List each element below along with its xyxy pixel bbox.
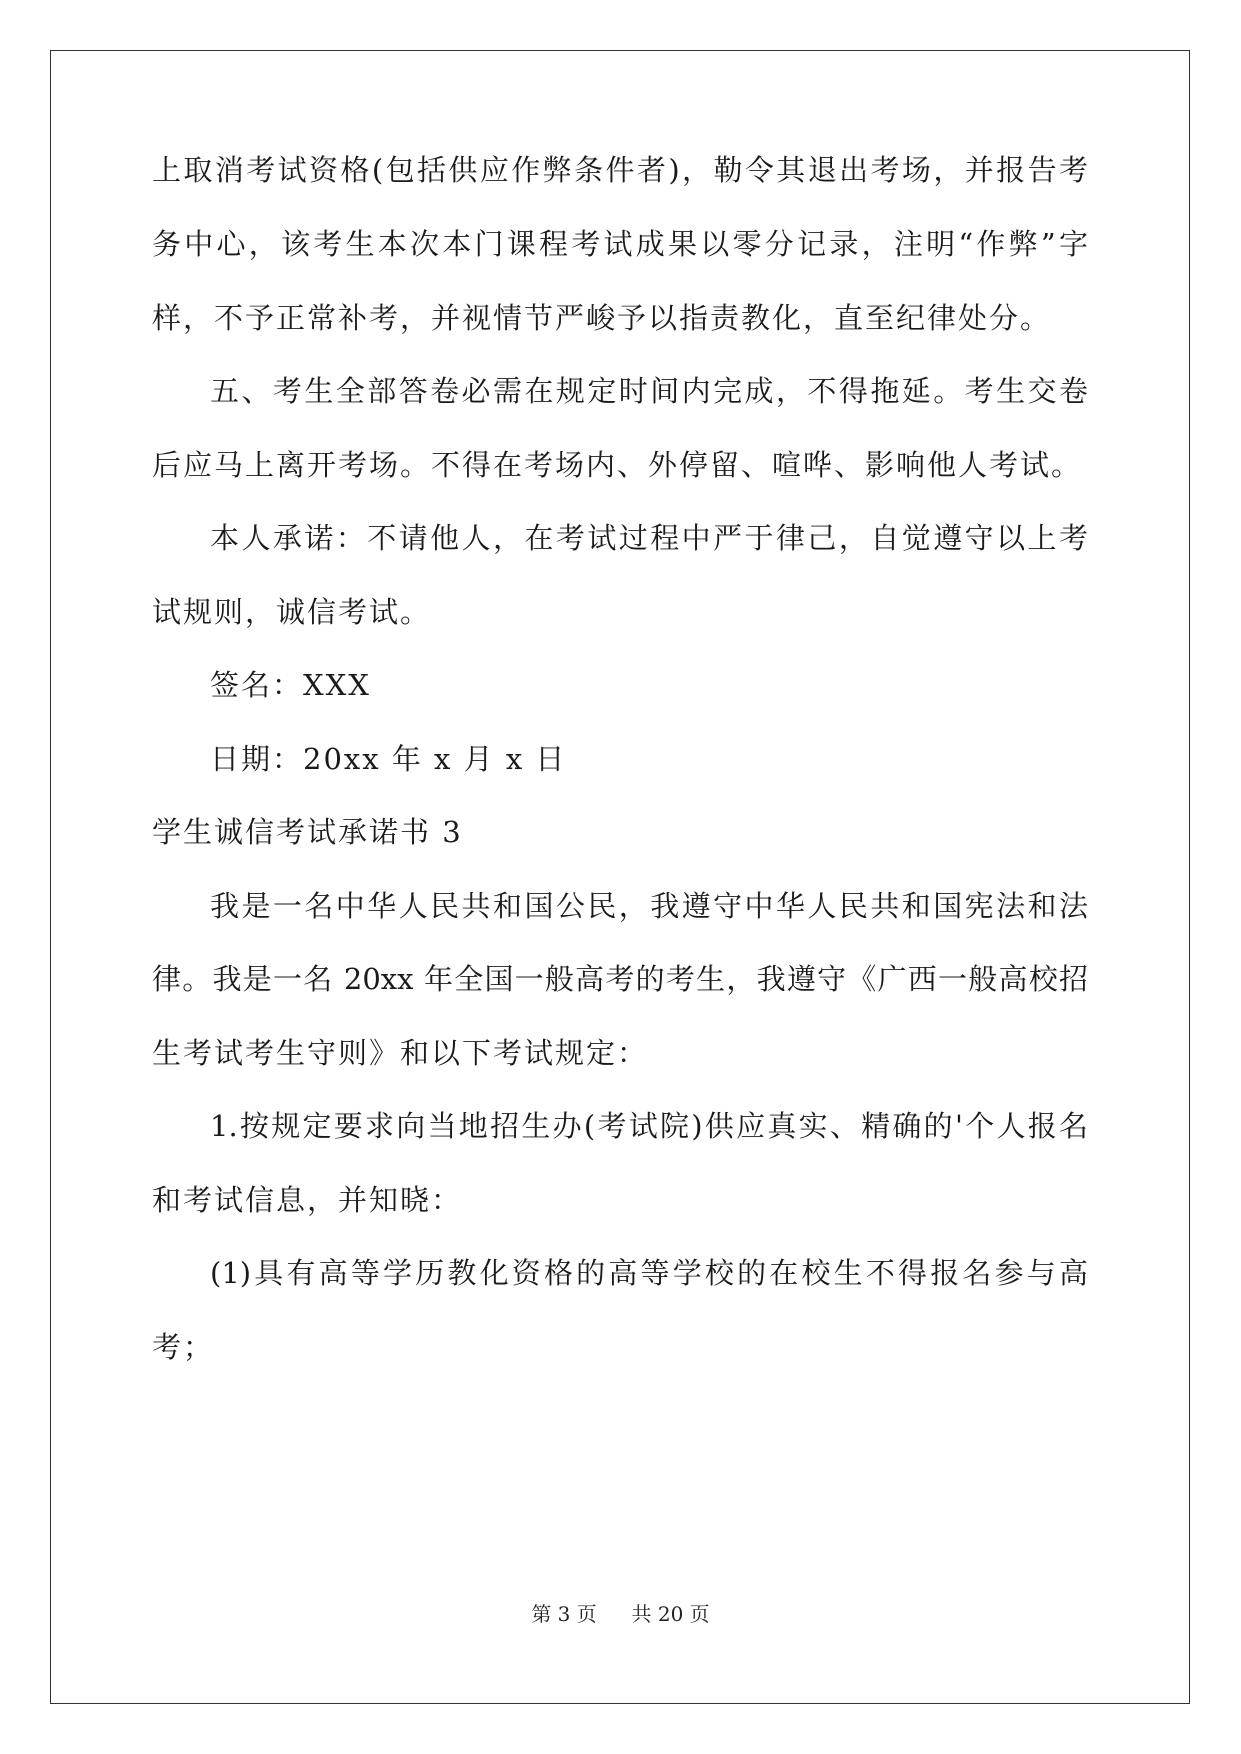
section-heading: 学生诚信考试承诺书 3 [152,815,463,849]
page-number: 第 3 页 [531,1602,597,1626]
date-line: 日期：20xx 年 x 月 x 日 [210,742,567,776]
text-line-14: 1.按规定要求向当地招生办(考试院)供应真实、精确的'个人报名 [210,1109,1088,1143]
text-line-5: 后应马上离开考场。不得在考场内、外停留、喧哗、影响他人考试。 [152,448,1083,482]
text-line-12: 律。我是一名 20xx 年全国一般高考的考生，我遵守《广西一般高校招 [152,962,1088,996]
page-footer [0,1600,1241,1628]
text-line-7: 试规则，诚信考试。 [152,595,432,629]
text-line-16: (1)具有高等学历教化资格的高等学校的在校生不得报名参与高 [210,1256,1088,1290]
text-line-13: 生考试考生守则》和以下考试规定： [152,1036,649,1070]
text-line-1: 上取消考试资格(包括供应作弊条件者)，勒令其退出考场，并报告考 [152,153,1088,187]
text-line-17: 考； [152,1330,215,1364]
text-line-15: 和考试信息，并知晓： [152,1183,463,1217]
text-line-6: 本人承诺：不请他人，在考试过程中严于律己，自觉遵守以上考 [210,521,1088,555]
text-line-11: 我是一名中华人民共和国公民，我遵守中华人民共和国宪法和法 [210,889,1088,923]
signature-line: 签名：XXX [210,668,371,702]
total-pages: 共 20 页 [631,1602,710,1626]
text-line-2: 务中心，该考生本次本门课程考试成果以零分记录，注明“作弊”字 [152,227,1088,261]
text-line-3: 样，不予正常补考，并视情节严峻予以指责教化，直至纪律处分。 [152,301,1052,335]
text-line-4: 五、考生全部答卷必需在规定时间内完成，不得拖延。考生交卷 [210,374,1088,408]
